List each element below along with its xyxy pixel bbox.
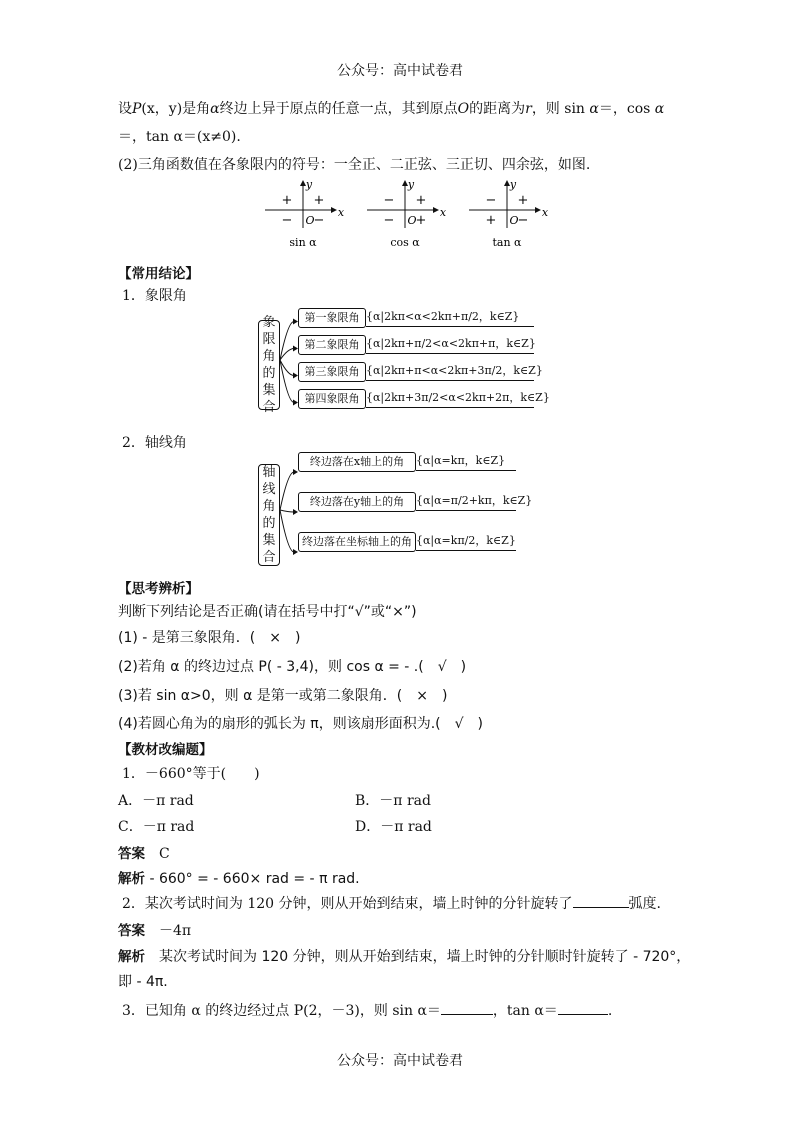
set-row-label: 第一象限角 xyxy=(298,308,366,328)
x-arrow-icon xyxy=(331,207,337,213)
q2-blank xyxy=(573,895,629,908)
think-item-1: (1) - 是第三象限角．( × ) xyxy=(118,630,301,646)
y-label: y xyxy=(509,178,517,191)
quadrant-1-sign: + xyxy=(313,193,325,208)
connector-line xyxy=(280,510,294,552)
origin-label: O xyxy=(509,214,519,227)
q1-stem: 1．－660°等于( ) xyxy=(122,766,260,782)
section-think: 【思考辨析】 xyxy=(118,581,199,597)
set-row-expression: {α|α=π/2+kπ，k∈Z} xyxy=(416,492,516,511)
q2-stem: 2．某次考试时间为 120 分钟，则从开始到结束，墙上时钟的分针旋转了 弧度. xyxy=(122,896,661,912)
y-label: y xyxy=(407,178,415,191)
q2-analysis: 解析 某次考试时间为 120 分钟，则从开始到结束，墙上时钟的分针顺时针旋转了 - 720°， xyxy=(118,949,691,965)
connector-line xyxy=(280,472,294,510)
think-item-2: (2)若角 α 的终边过点 P( - 3,4)，则 cos α = - .( √ ) xyxy=(118,659,467,675)
page-footer: 公众号：高中试卷君 xyxy=(337,1053,463,1069)
set-row-expression: {α|α=kπ，k∈Z} xyxy=(416,452,516,471)
quadrant-4-sign: + xyxy=(415,213,427,228)
set-row-label: 终边落在y轴上的角 xyxy=(298,492,416,512)
think-item-3: (3)若 sin α>0，则 α 是第一或第二象限角．( × ) xyxy=(118,688,448,704)
think-intro: 判断下列结论是否正确(请在括号中打“√”或“×”) xyxy=(118,604,417,620)
set-row-expression: {α|2kπ+π/2<α<2kπ+π，k∈Z} xyxy=(366,335,534,354)
y-label: y xyxy=(305,178,313,191)
x-arrow-icon xyxy=(535,207,541,213)
section-common: 【常用结论】 xyxy=(118,266,199,282)
x-arrow-icon xyxy=(433,207,439,213)
quadrant-3-sign: − xyxy=(383,213,395,228)
q3-blank-sin xyxy=(441,1002,493,1015)
set-row-expression: {α|2kπ+π<α<2kπ+3π/2，k∈Z} xyxy=(366,362,534,381)
x-label: x xyxy=(337,206,345,219)
quadrant-diagram xyxy=(258,306,548,416)
q2-answer: 答案 －4π xyxy=(118,923,192,939)
x-label: x xyxy=(541,206,549,219)
q3-blank-tan xyxy=(558,1002,608,1015)
page-header: 公众号：高中试卷君 xyxy=(337,63,463,79)
chart-caption: cos α xyxy=(390,236,420,249)
origin-label: O xyxy=(305,214,315,227)
set-row-label: 终边落在坐标轴上的角 xyxy=(298,532,416,552)
quadrant-4-sign: − xyxy=(517,213,529,228)
q1-option-a: A．－π rad xyxy=(118,793,194,809)
set-row-expression: {α|2kπ<α<2kπ+π/2，k∈Z} xyxy=(366,308,534,327)
think-item-4: (4)若圆心角为的扇形的弧长为 π，则该扇形面积为.( √ ) xyxy=(118,716,484,732)
set-row-label: 第四象限角 xyxy=(298,389,366,409)
x-label: x xyxy=(439,206,447,219)
set-row-label: 终边落在x轴上的角 xyxy=(298,452,416,472)
q3-stem: 3．已知角 α 的终边经过点 P(2，－3)，则 sin α＝ ，tan α＝ . xyxy=(122,1003,613,1019)
axis-angle-diagram xyxy=(258,450,548,568)
set-vertical-label: 象 限 角 的 集 合 xyxy=(258,320,280,410)
axis-angle-title: 2．轴线角 xyxy=(122,435,187,451)
quadrant-3-sign: − xyxy=(281,213,293,228)
q1-option-c: C．－π rad xyxy=(118,819,195,835)
q1-analysis: 解析 - 660° = - 660× rad = - π rad. xyxy=(118,871,360,887)
q2-analysis-cont: 即 - 4π. xyxy=(118,974,168,990)
set-row-expression: {α|2kπ+3π/2<α<2kπ+2π，k∈Z} xyxy=(366,389,534,408)
chart-caption: tan α xyxy=(492,236,522,249)
connector-line xyxy=(280,322,294,361)
signs-intro: (2)三角函数值在各象限内的符号：一全正、二正弦、三正切、四余弦，如图. xyxy=(118,157,591,173)
definition-line-1: 设P(x，y)是角α终边上异于原点的任意一点，其到原点O的距离为r，则 sin α＝，cos α xyxy=(118,101,665,117)
quadrant-4-sign: − xyxy=(313,213,325,228)
quadrant-2-sign: − xyxy=(485,193,497,208)
connector-line xyxy=(280,510,294,512)
section-textbook: 【教材改编题】 xyxy=(118,742,213,758)
quadrant-2-sign: + xyxy=(281,193,293,208)
origin-label: O xyxy=(407,214,417,227)
quadrant-1-sign: + xyxy=(415,193,427,208)
q1-option-b: B．－π rad xyxy=(355,793,431,809)
quadrant-1-sign: + xyxy=(517,193,529,208)
set-row-expression: {α|α=kπ/2，k∈Z} xyxy=(416,532,516,551)
quadrant-3-sign: + xyxy=(485,213,497,228)
q1-answer: 答案 C xyxy=(118,846,170,862)
q1-option-d: D．－π rad xyxy=(355,819,432,835)
connector-line xyxy=(280,360,294,403)
set-row-label: 第二象限角 xyxy=(298,335,366,355)
set-vertical-label: 轴 线 角 的 集 合 xyxy=(258,464,280,566)
connector-line xyxy=(280,360,294,376)
quadrant-title: 1．象限角 xyxy=(122,288,187,304)
quadrant-2-sign: − xyxy=(383,193,395,208)
chart-caption: sin α xyxy=(289,236,317,249)
definition-line-2: ＝，tan α＝(x≠0). xyxy=(118,129,241,145)
sign-charts xyxy=(255,176,555,250)
set-row-label: 第三象限角 xyxy=(298,362,366,382)
